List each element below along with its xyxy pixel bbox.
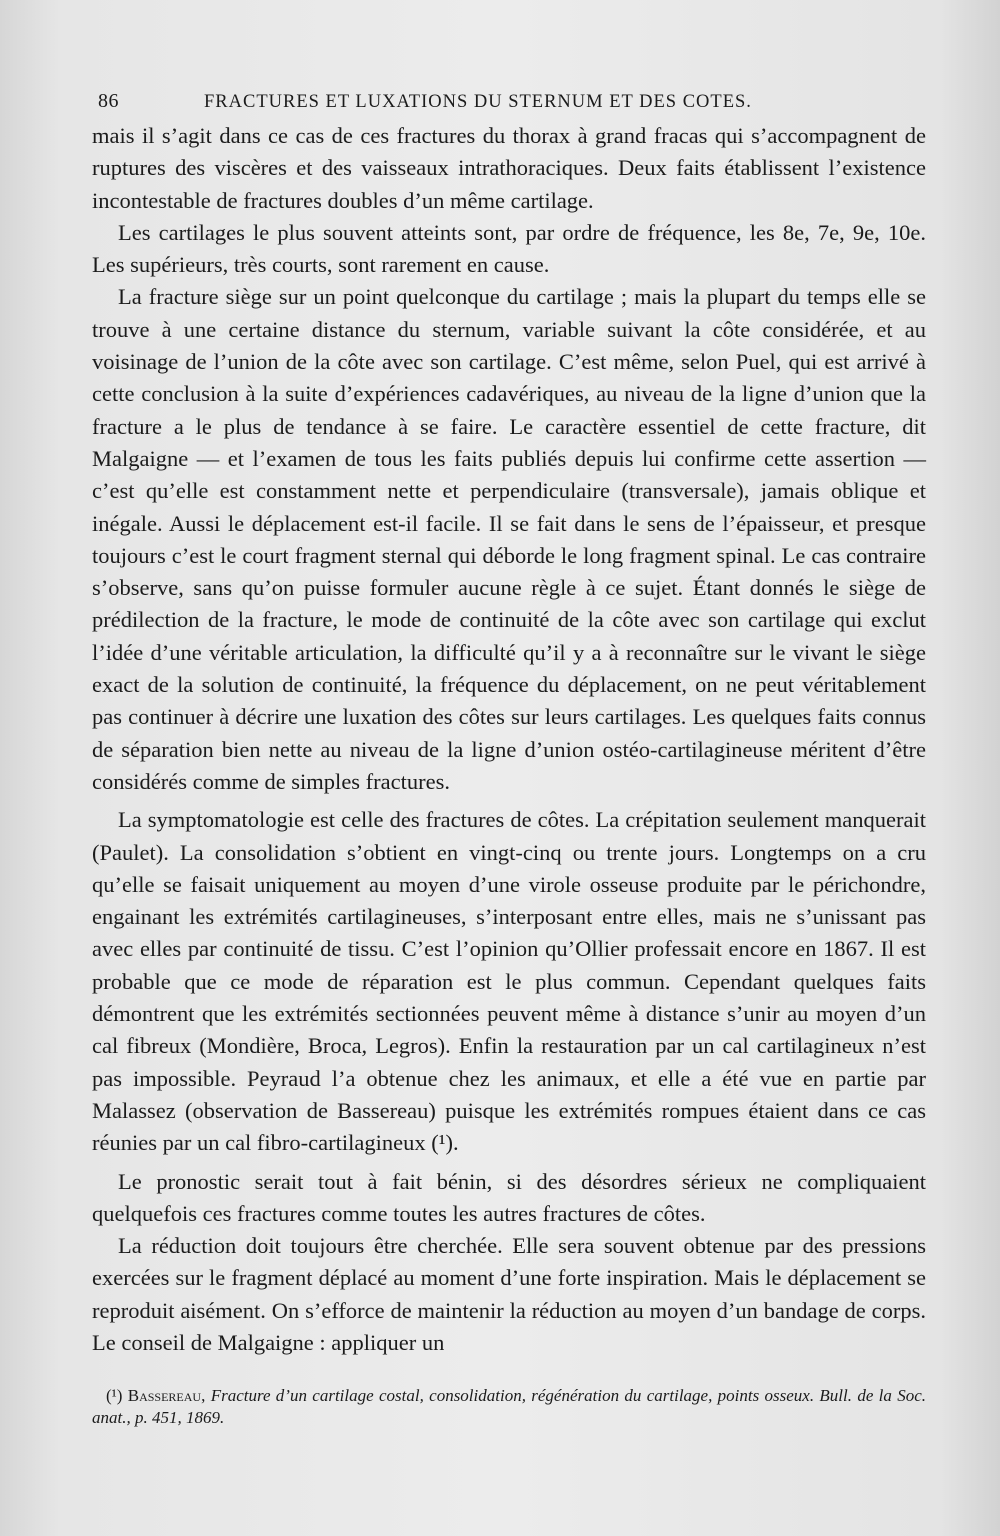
page-content: [92, 86, 926, 1429]
body-text: [92, 120, 926, 1359]
running-head-title: FRACTURES ET LUXATIONS DU STERNUM ET DES COTES.: [204, 92, 752, 112]
footnote-text: (¹) Bassereau, Fracture d’un cartilage costal, consolidation, régénération du cartilage, points osseux. Bull. de la Soc. anat., p. 451, 1869.: [92, 1386, 927, 1428]
paragraph: La symptomatologie est celle des fractures de côtes. La crépitation seulement manquerait (Paulet). La consolidation s’obtient en vingt-cinq ou trente jours. Longtemps on a cru qu’elle se faisait uniquement au moyen d’une virole osseuse produite par le périchondre, engainant les extrémités cartilagineuses, s’interposant entre elles, mais ne s’unissant pas avec elles par continuité de tissu. C’est l’opinion qu’Ollier professait encore en 1867. Il est probable que ce mode de réparation est le plus commun. Cependant quelques faits démontrent que les extrémités sectionnées peuvent même à distance s’unir au moyen d’un cal fibreux (Mondière, Broca, Legros). Enfin la restauration par un cal cartilagineux n’est pas impossible. Peyraud l’a obtenue chez les animaux, et elle a été vue en partie par Malassez (observation de Bassereau) puisque les extrémités rompues étaient dans ce cas réunies par un cal fibro-cartilagineux (¹).: [92, 807, 926, 1156]
footnote-source: Bull. de la Soc. anat., p. 451, 1869.: [92, 1386, 927, 1428]
paragraph: La réduction doit toujours être cherchée. Elle sera souvent obtenue par des pressions exercées sur le fragment déplacé au moment d’une forte inspiration. Mais le déplacement se reproduit aisément. On s’efforce de maintenir la réduction au moyen d’un bandage de corps. Le conseil de Malgaigne : appliquer un: [92, 1233, 926, 1355]
paragraph: La fracture siège sur un point quelconque du cartilage ; mais la plupart du temps elle se trouve à une certaine distance du sternum, variable suivant la côte considérée, et au voisinage de l’union de la côte avec son cartilage. C’est même, selon Puel, qui est arrivé à cette conclusion à la suite d’expériences cadavériques, au niveau de la ligne d’union que la fracture a le plus de tendance à se faire. Le caractère essentiel de cette fracture, dit Malgaigne — et l’examen de tous les faits publiés depuis lui confirme cette assertion — c’est qu’elle est constamment nette et perpendiculaire (transversale), jamais oblique et inégale. Aussi le déplacement est-il facile. Il se fait dans le sens de l’épaisseur, et presque toujours c’est le court fragment sternal qui déborde le long fragment spinal. Le cas contraire s’observe, sans qu’on puisse formuler aucune règle à ce sujet. Étant donnés le siège de prédilection de la fracture, le mode de continuité de la côte avec son cartilage qui exclut l’idée d’une véritable articulation, la difficulté qu’il y a à reconnaître sur le vivant le siège exact de la solution de continuité, la fréquence du déplacement, on ne peut véritablement pas continuer à décrire une luxation des côtes sur leurs cartilages. Les quelques faits connus de séparation bien nette au niveau de la ligne d’union ostéo-cartilagineuse méritent d’être considérés comme de simples fractures.: [92, 284, 926, 794]
paragraph: Les cartilages le plus souvent atteints sont, par ordre de fréquence, les 8e, 7e, 9e, 10e. Les supérieurs, très courts, sont rarement en cause.: [92, 219, 926, 278]
page-number: 86: [98, 90, 119, 112]
footnote-marker: (¹): [106, 1386, 128, 1406]
footnote-title: Fracture d’un cartilage costal, consolidation, régénération du cartilage, points osseux.: [210, 1386, 815, 1406]
paragraph: mais il s’agit dans ce cas de ces fractures du thorax à grand fracas qui s’accompagnent de ruptures des viscères et des vaisseaux intrathoraciques. Deux faits établissent l’existence incontestable de fractures doubles d’un même cartilage.: [92, 123, 926, 213]
running-head: [92, 86, 926, 120]
footnote: [92, 1385, 926, 1429]
paragraph: Le pronostic serait tout à fait bénin, si des désordres sérieux ne compliquaient quelquefois ces fractures comme toutes les autres fractures de côtes.: [92, 1168, 926, 1226]
footnote-author: Bassereau: [127, 1386, 202, 1406]
